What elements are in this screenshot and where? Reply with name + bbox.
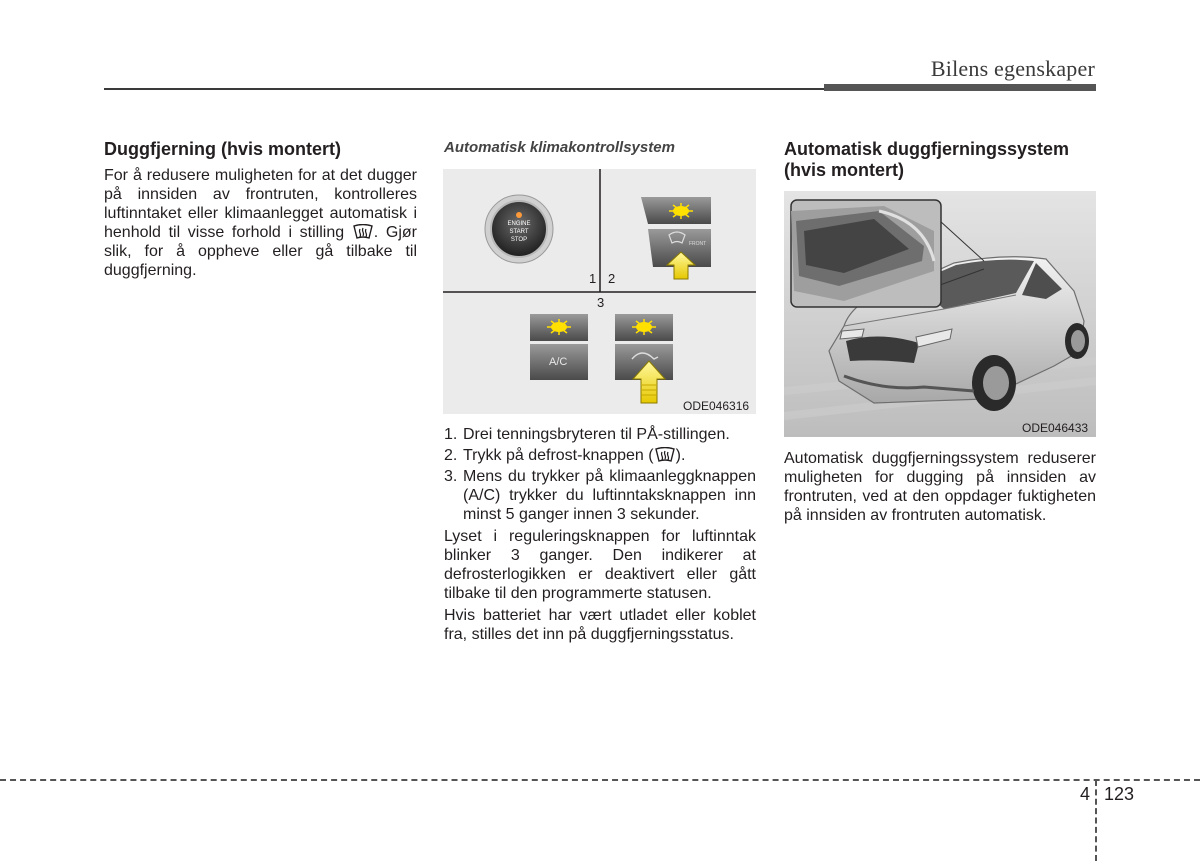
step-2 bbox=[444, 446, 756, 465]
step-2-text-before: Trykk på defrost-knappen ( bbox=[463, 447, 654, 464]
right-column-text bbox=[784, 449, 1096, 525]
car-svg bbox=[784, 191, 1096, 437]
step-2-text-after: ). bbox=[675, 447, 686, 464]
header-rule bbox=[104, 88, 824, 90]
status-paragraph: Lyset i reguleringsknappen for luftinntak blinker 3 ganger. Den indikerer at defrosterlogikken er deaktivert eller gått tilbake til den programmerte statusen. bbox=[444, 528, 756, 602]
left-column bbox=[104, 139, 417, 280]
step-1 bbox=[444, 425, 756, 444]
step-1-text: Drei tenningsbryteren til PÅ-stillingen. bbox=[463, 426, 730, 443]
auto-defog-paragraph: Automatisk duggfjerningssystem reduserer muligheten for dugging på innsiden av frontruten, ved at den oppdager fuktigheten på innsiden av frontruten automatisk. bbox=[784, 450, 1096, 524]
step-2-number: 2. bbox=[444, 447, 458, 464]
defrost-icon bbox=[352, 224, 374, 240]
battery-paragraph: Hvis batteriet har vært utladet eller koblet fra, stilles det inn på duggfjerningsstatus. bbox=[444, 607, 756, 643]
middle-column-text bbox=[444, 425, 756, 644]
header-rule-accent bbox=[824, 84, 1096, 91]
engine-label-line3: STOP bbox=[510, 237, 528, 243]
defogging-paragraph bbox=[104, 166, 417, 280]
image-code-1: ODE046316 bbox=[683, 399, 750, 413]
section-heading-auto-defog: Automatisk duggfjerningssystem (hvis montert) bbox=[784, 139, 1070, 180]
footer-divider bbox=[1095, 780, 1097, 861]
climate-control-illustration bbox=[443, 169, 756, 414]
label-3: 3 bbox=[597, 295, 605, 310]
defrost-icon-inline bbox=[654, 447, 676, 463]
front-label: FRONT bbox=[689, 241, 707, 247]
chapter-number: 4 bbox=[1080, 784, 1091, 804]
climate-control-svg bbox=[443, 169, 756, 414]
figure-caption: Automatisk klimakontrollsystem bbox=[444, 139, 675, 156]
car-illustration bbox=[784, 191, 1096, 437]
step-1-number: 1. bbox=[444, 426, 458, 443]
ac-label: A/C bbox=[549, 356, 568, 368]
right-column-heading bbox=[784, 139, 1096, 181]
defogging-text-part1: For å redusere muligheten for at det dugger på innsiden av frontruten, kontrolleres luftinntaket eller klimaanlegget automatisk i henhold til visse forhold i stilling bbox=[104, 167, 417, 241]
label-1: 1 bbox=[589, 271, 597, 286]
page-header-title: Bilens egenskaper bbox=[930, 56, 1095, 81]
section-heading-defogging: Duggfjerning (hvis montert) bbox=[104, 139, 341, 159]
defogging-text-part2: . Gjør slik, for å oppheve eller gå tilbake til duggfjerning. bbox=[104, 224, 417, 279]
label-2: 2 bbox=[608, 271, 616, 286]
step-3 bbox=[444, 467, 756, 524]
footer-rule bbox=[0, 779, 1200, 781]
engine-label-line2: START bbox=[509, 229, 529, 235]
engine-label-line1: ENGINE bbox=[507, 221, 531, 227]
step-2-text bbox=[463, 446, 756, 465]
page-number: 123 bbox=[1104, 784, 1135, 804]
image-code-2: ODE046433 bbox=[1022, 421, 1089, 435]
step-3-text: Mens du trykker på klimaanleggknappen (A/C) trykker du luftinntaksknappen inn minst 5 ganger innen 3 sekunder. bbox=[463, 468, 756, 523]
step-3-number: 3. bbox=[444, 468, 458, 485]
